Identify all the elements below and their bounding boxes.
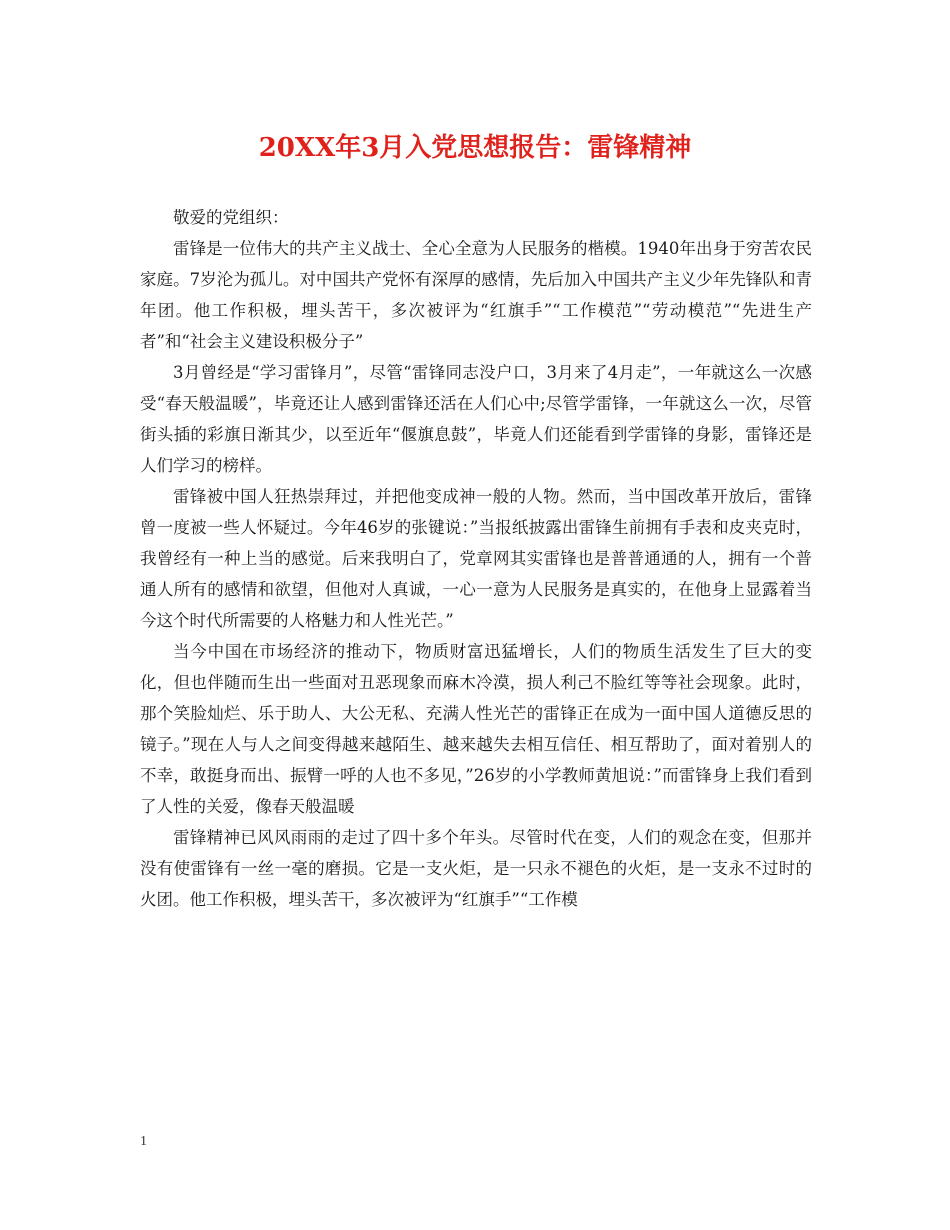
paragraph-3: 雷锋被中国人狂热崇拜过，并把他变成神一般的人物。然而，当中国改革开放后，雷锋曾一度被一些人怀疑过。今年46岁的张键说：”当报纸披露出雷锋生前拥有手表和皮夹克时，我曾经有一种上当的感觉。后来我明白了，党章网其实雷锋也是普普通通的人，拥有一个普通人所有的感情和欲望，但他对人真诚，一心一意为人民服务是真实的，在他身上显露着当今这个时代所需要的人格魅力和人性光芒。”: [140, 487, 812, 630]
document-body: [140, 202, 812, 915]
salutation: 敬爱的党组织：: [173, 208, 289, 227]
paragraph-4: 当今中国在市场经济的推动下，物质财富迅猛增长，人们的物质生活发生了巨大的变化，但也伴随而生出一些面对丑恶现象而麻木冷漠，损人利己不脸红等等社会现象。此时，那个笑脸灿烂、乐于助人、大公无私、充满人性光芒的雷锋正在成为一面中国人道德反思的镜子。”现在人与人之间变得越来越陌生、越来越失去相互信任、相互帮助了，面对着别人的不幸，敢挺身而出、振臂一呼的人也不多见，”26岁的小学教师黄旭说：”而雷锋身上我们看到了人性的关爱，像春天般温暖: [140, 642, 812, 816]
paragraph-2: 3月曾经是“学习雷锋月”，尽管“雷锋同志没户口，3月来了4月走”，一年就这么一次感受“春天般温暖”，毕竟还让人感到雷锋还活在人们心中;尽管学雷锋，一年就这么一次，尽管街头插的彩旗日渐其少，以至近年“偃旗息鼓”，毕竟人们还能看到学雷锋的身影，雷锋还是人们学习的榜样。: [140, 363, 812, 475]
paragraph-5: 雷锋精神已风风雨雨的走过了四十多个年头。尽管时代在变，人们的观念在变，但那并没有使雷锋有一丝一毫的磨损。它是一支火炬，是一只永不褪色的火炬，是一支永不过时的火团。他工作积极，埋头苦干，多次被评为“红旗手”“工作模: [140, 828, 812, 909]
page-number: 1: [140, 1134, 147, 1149]
document-title: 20XX年3月入党思想报告：雷锋精神: [258, 133, 692, 163]
paragraph-1: 雷锋是一位伟大的共产主义战士、全心全意为人民服务的楷模。1940年出身于穷苦农民家庭。7岁沦为孤儿。对中国共产党怀有深厚的感情，先后加入中国共产主义少年先锋队和青年团。他工作积极，埋头苦干，多次被评为“红旗手”“工作模范”“劳动模范”“先进生产者”和“社会主义建设积极分子”: [140, 239, 812, 351]
